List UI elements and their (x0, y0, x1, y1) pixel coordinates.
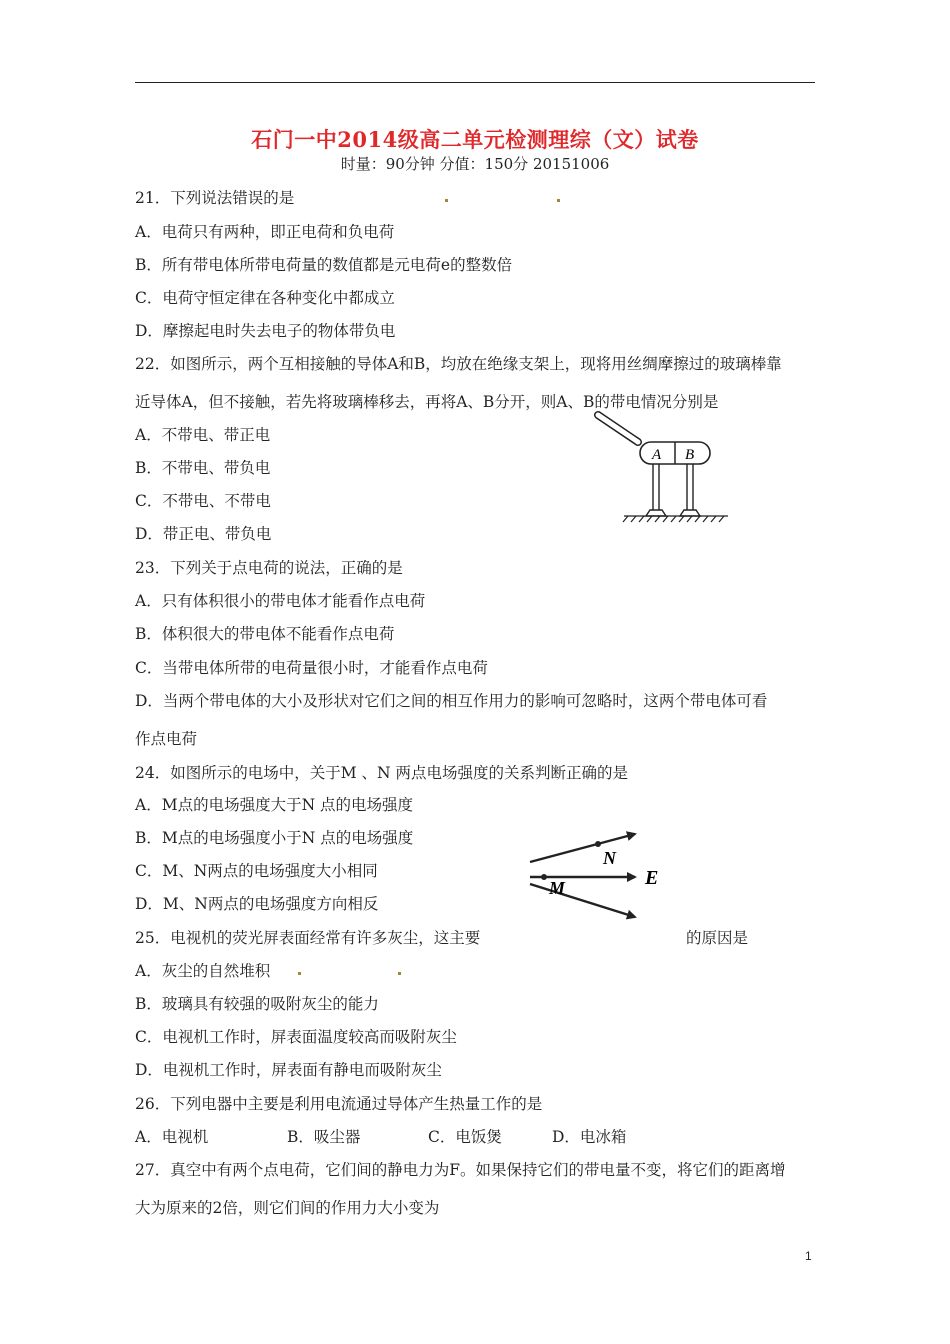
question-27-stem-line1: 27．真空中有两个点电荷，它们间的静电力为F。如果保持它们的带电量不变，将它们的距离增 (135, 1161, 786, 1179)
q21-option-a: A．电荷只有两种，即正电荷和负电荷 (135, 223, 395, 241)
q24-option-c: C．M、N两点的电场强度大小相同 (135, 862, 378, 880)
field-line-top (530, 834, 635, 862)
insulating-stand-left (646, 464, 666, 516)
q23-option-d: D．当两个带电体的大小及形状对它们之间的相互作用力的影响可忽略时，这两个带电体可看 (135, 692, 768, 710)
q23-option-b: B．体积很大的带电体不能看作点电荷 (135, 625, 395, 643)
page-title: 石门一中2014级高二单元检测理综（文）试卷 (251, 127, 699, 152)
label-b: B (685, 447, 695, 463)
conductor-figure (590, 408, 740, 528)
question-21-stem: 21．下列说法错误的是 (135, 189, 295, 207)
q21-option-c: C．电荷守恒定律在各种变化中都成立 (135, 289, 395, 307)
q26-option-b: B．吸尘器 (287, 1128, 361, 1146)
q23-option-a: A．只有体积很小的带电体才能看作点电荷 (135, 592, 426, 610)
speck (398, 972, 401, 975)
q22-option-b: B．不带电、带负电 (135, 459, 271, 477)
q25-option-c: C．电视机工作时，屏表面温度较高而吸附灰尘 (135, 1028, 457, 1046)
q22-option-a: A．不带电、带正电 (135, 426, 271, 444)
label-m: M (549, 878, 566, 898)
label-a: A (652, 447, 662, 463)
glass-rod (598, 415, 638, 442)
q23-option-c: C．当带电体所带的电荷量很小时，才能看作点电荷 (135, 659, 488, 677)
q22-option-c: C．不带电、不带电 (135, 492, 271, 510)
question-23-stem: 23．下列关于点电荷的说法，正确的是 (135, 559, 403, 577)
q26-option-c: C．电饭煲 (428, 1128, 502, 1146)
label-n: N (603, 848, 616, 868)
q23-option-d-continued: 作点电荷 (135, 730, 198, 748)
ground (623, 516, 728, 522)
page-subtitle: 时量：90分钟 分值：150分 20151006 (340, 155, 610, 173)
q21-option-d: D．摩擦起电时失去电子的物体带负电 (135, 322, 396, 340)
q22-option-d: D．带正电、带负电 (135, 525, 272, 543)
question-26-stem: 26．下列电器中主要是利用电流通过导体产生热量工作的是 (135, 1095, 543, 1113)
question-24-stem: 24．如图所示的电场中，关于M 、N 两点电场强度的关系判断正确的是 (135, 764, 629, 782)
question-25-stem-end: 的原因是 (686, 929, 749, 947)
point-m (541, 874, 547, 880)
q24-option-a: A．M点的电场强度大于N 点的电场强度 (135, 796, 414, 814)
electric-field-figure (525, 822, 675, 927)
q26-option-a: A．电视机 (135, 1128, 209, 1146)
speck (298, 972, 301, 975)
question-25-stem: 25．电视机的荧光屏表面经常有许多灰尘，这主要 (135, 929, 481, 947)
question-22-stem-line2: 近导体A，但不接触，若先将玻璃棒移去，再将A、B分开，则A、B的带电情况分别是 (135, 393, 719, 411)
q25-option-a: A．灰尘的自然堆积 (135, 962, 271, 980)
q26-option-d: D．电冰箱 (552, 1128, 627, 1146)
field-line-bottom (530, 884, 635, 917)
q25-option-b: B．玻璃具有较强的吸附灰尘的能力 (135, 995, 379, 1013)
top-rule (135, 82, 815, 83)
point-n (595, 841, 601, 847)
q25-option-d: D．电视机工作时，屏表面有静电而吸附灰尘 (135, 1061, 442, 1079)
speck (557, 199, 560, 202)
q21-option-b: B．所有带电体所带电荷量的数值都是元电荷e的整数倍 (135, 256, 513, 274)
speck (445, 199, 448, 202)
label-e: E (645, 867, 659, 889)
question-27-stem-line2: 大为原来的2倍，则它们间的作用力大小变为 (135, 1199, 440, 1217)
q24-option-d: D．M、N两点的电场强度方向相反 (135, 895, 379, 913)
q24-option-b: B．M点的电场强度小于N 点的电场强度 (135, 829, 414, 847)
page-number: 1 (805, 1249, 812, 1263)
question-22-stem-line1: 22．如图所示，两个互相接触的导体A和B，均放在绝缘支架上，现将用丝绸摩擦过的玻璃棒靠 (135, 355, 782, 373)
insulating-stand-right (680, 464, 700, 516)
